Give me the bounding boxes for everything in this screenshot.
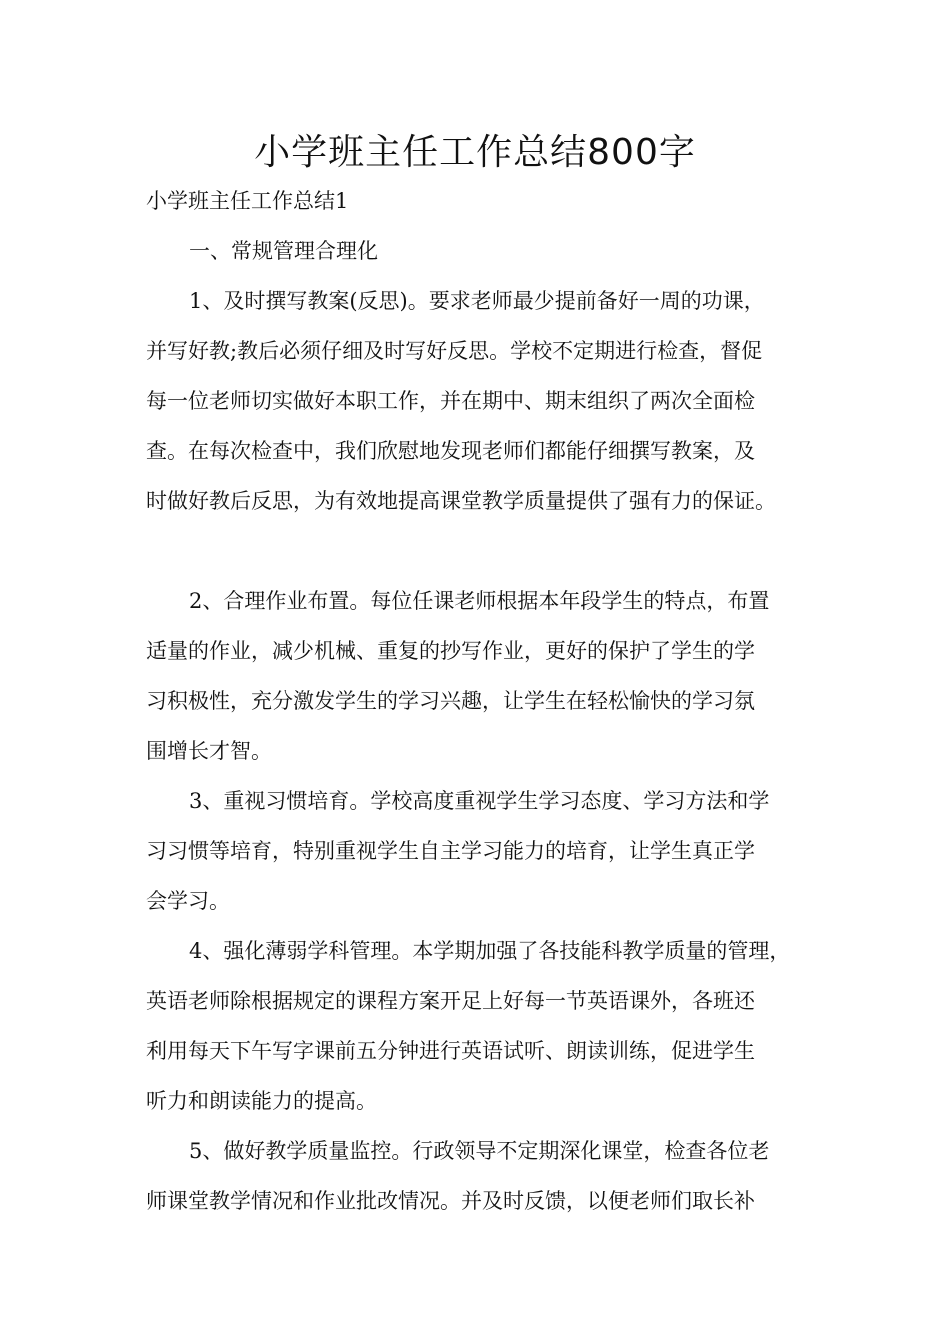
paragraph-line: 3、重视习惯培育。学校高度重视学生学习态度、学习方法和学 xyxy=(189,789,770,813)
paragraph-line: 会学习。 xyxy=(146,889,230,913)
section-heading: 一、常规管理合理化 xyxy=(189,239,378,263)
paragraph-line: 4、强化薄弱学科管理。本学期加强了各技能科教学质量的管理， xyxy=(189,939,791,963)
paragraph-line: 习习惯等培育，特别重视学生自主学习能力的培育，让学生真正学 xyxy=(146,839,755,863)
paragraph-line: 听力和朗读能力的提高。 xyxy=(146,1089,377,1113)
paragraph-line: 5、做好教学质量监控。行政领导不定期深化课堂，检查各位老 xyxy=(189,1139,770,1163)
paragraph-line: 适量的作业，减少机械、重复的抄写作业，更好的保护了学生的学 xyxy=(146,639,755,663)
paragraph-line: 时做好教后反思，为有效地提高课堂教学质量提供了强有力的保证。 xyxy=(146,489,776,513)
document-subtitle: 小学班主任工作总结1 xyxy=(146,189,349,213)
paragraph-line: 2、合理作业布置。每位任课老师根据本年段学生的特点，布置 xyxy=(189,589,770,613)
document-title: 小学班主任工作总结800字 xyxy=(254,132,696,173)
paragraph-line: 并写好教;教后必须仔细及时写好反思。学校不定期进行检查，督促 xyxy=(146,339,763,363)
paragraph-line: 每一位老师切实做好本职工作，并在期中、期末组织了两次全面检 xyxy=(146,389,755,413)
paragraph-line: 查。在每次检查中，我们欣慰地发现老师们都能仔细撰写教案，及 xyxy=(146,439,755,463)
paragraph-line: 1、及时撰写教案(反思)。要求老师最少提前备好一周的功课， xyxy=(189,289,765,313)
paragraph-line: 习积极性，充分激发学生的学习兴趣，让学生在轻松愉快的学习氛 xyxy=(146,689,755,713)
paragraph-line: 英语老师除根据规定的课程方案开足上好每一节英语课外，各班还 xyxy=(146,989,755,1013)
paragraph-line: 围增长才智。 xyxy=(146,739,272,763)
paragraph-line: 师课堂教学情况和作业批改情况。并及时反馈，以便老师们取长补 xyxy=(146,1189,755,1213)
paragraph-line: 利用每天下午写字课前五分钟进行英语试听、朗读训练，促进学生 xyxy=(146,1039,755,1063)
